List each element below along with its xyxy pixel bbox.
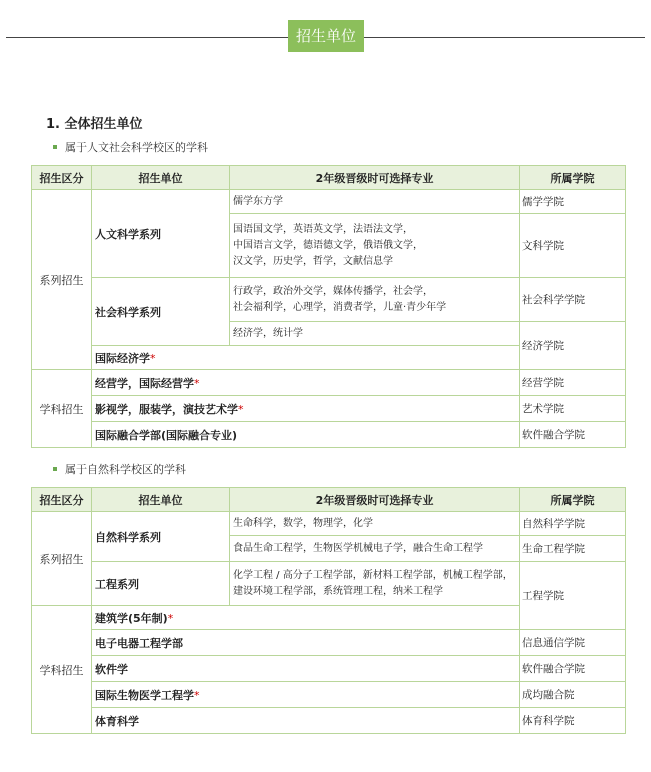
unit-film	[92, 396, 520, 422]
sciences-table	[31, 487, 626, 734]
college-engineering: 工程学院	[520, 562, 626, 630]
header-category: 招生区分	[32, 166, 92, 190]
college-business: 经营学院	[520, 370, 626, 396]
college-liberal-arts: 文科学院	[520, 214, 626, 278]
major-life-eng: 食品生命工程学，生物医学机械电子学，融合生命工程学	[230, 536, 520, 562]
table-row	[32, 682, 626, 708]
college-life-eng: 生命工程学院	[520, 536, 626, 562]
star-mark: *	[150, 351, 156, 365]
humanities-table	[31, 165, 626, 448]
major-line: 行政学，政治外交学，媒体传播学，社会学，	[233, 285, 433, 297]
unit-biomed	[92, 682, 520, 708]
major-line: 建设环境工程学部，系统管理工程，纳米工程学	[233, 585, 443, 597]
header-major: 2年级晋级时可选择专业	[230, 488, 520, 512]
unit-software: 软件学	[92, 656, 520, 682]
category-subject: 学科招生	[32, 606, 92, 734]
category-series: 系列招生	[32, 190, 92, 370]
page-header	[0, 0, 651, 60]
unit-label: 国际生物医学工程学	[95, 688, 194, 702]
header-college: 所属学院	[520, 166, 626, 190]
table-row	[32, 512, 626, 536]
table-row	[32, 562, 626, 606]
table-row	[32, 630, 626, 656]
table-row	[32, 656, 626, 682]
unit-social-series: 社会科学系列	[92, 278, 230, 346]
table-row	[32, 190, 626, 214]
unit-label: 国际经济学	[95, 351, 150, 365]
college-arts: 艺术学院	[520, 396, 626, 422]
major-line: 国语国文学，英语英文学，法语法文学，	[233, 223, 413, 235]
header-unit: 招生单位	[92, 488, 230, 512]
star-mark: *	[167, 611, 174, 625]
major-literature	[230, 214, 520, 278]
unit-architecture	[92, 606, 520, 630]
college-info-comm: 信息通信学院	[520, 630, 626, 656]
unit-electronics: 电子电器工程学部	[92, 630, 520, 656]
sciences-bullet	[53, 461, 186, 477]
header-unit: 招生单位	[92, 166, 230, 190]
humanities-bullet	[53, 139, 208, 155]
major-line: 汉文学，历史学，哲学，文献信息学	[233, 255, 393, 267]
table-row	[32, 278, 626, 322]
unit-label: 影视学，服装学，演技艺术学	[95, 402, 238, 416]
college-confucian: 儒学学院	[520, 190, 626, 214]
header-category: 招生区分	[32, 488, 92, 512]
unit-label: 建筑学(5年制)	[95, 611, 168, 625]
category-series: 系列招生	[32, 512, 92, 606]
unit-label: 经营学，国际经营学	[95, 376, 194, 390]
header-college: 所属学院	[520, 488, 626, 512]
table-row	[32, 422, 626, 448]
star-mark: *	[194, 688, 200, 702]
header-tag: 招生单位	[288, 20, 364, 52]
major-natural: 生命科学，数学，物理学，化学	[230, 512, 520, 536]
college-economics: 经济学院	[520, 322, 626, 370]
college-social-sci: 社会科学学院	[520, 278, 626, 322]
unit-humanities-series: 人文科学系列	[92, 190, 230, 278]
table-row	[32, 708, 626, 734]
major-economics: 经济学，统计学	[230, 322, 520, 346]
star-mark: *	[238, 402, 244, 416]
unit-sports: 体育科学	[92, 708, 520, 734]
header-major: 2年级晋级时可选择专业	[230, 166, 520, 190]
major-engineering	[230, 562, 520, 606]
major-line: 化学工程 / 高分子工程学部，新材料工程学部，机械工程学部，	[233, 569, 513, 581]
unit-natural-series: 自然科学系列	[92, 512, 230, 562]
table-header-row	[32, 488, 626, 512]
major-social	[230, 278, 520, 322]
college-software: 软件融合学院	[520, 656, 626, 682]
unit-global: 国际融合学部(国际融合专业)	[92, 422, 520, 448]
humanities-bullet-text: 属于人文社会科学校区的学科	[65, 141, 208, 154]
bullet-icon	[53, 467, 57, 471]
college-software: 软件融合学院	[520, 422, 626, 448]
unit-business	[92, 370, 520, 396]
sciences-bullet-text: 属于自然科学校区的学科	[65, 463, 186, 476]
table-header-row	[32, 166, 626, 190]
unit-engineering-series: 工程系列	[92, 562, 230, 606]
college-sungkyun: 成均融合院	[520, 682, 626, 708]
major-line: 中国语言文学，德语德文学，俄语俄文学，	[233, 239, 423, 251]
table-row	[32, 370, 626, 396]
major-confucian: 儒学东方学	[230, 190, 520, 214]
bullet-icon	[53, 145, 57, 149]
unit-intl-econ	[92, 346, 520, 370]
major-line: 社会福利学，心理学，消费者学，儿童·青少年学	[233, 301, 447, 313]
college-sports: 体育科学院	[520, 708, 626, 734]
section-title: 1. 全体招生单位	[46, 117, 143, 132]
table-row	[32, 396, 626, 422]
star-mark: *	[194, 376, 200, 390]
college-natural-sci: 自然科学学院	[520, 512, 626, 536]
category-subject: 学科招生	[32, 370, 92, 448]
